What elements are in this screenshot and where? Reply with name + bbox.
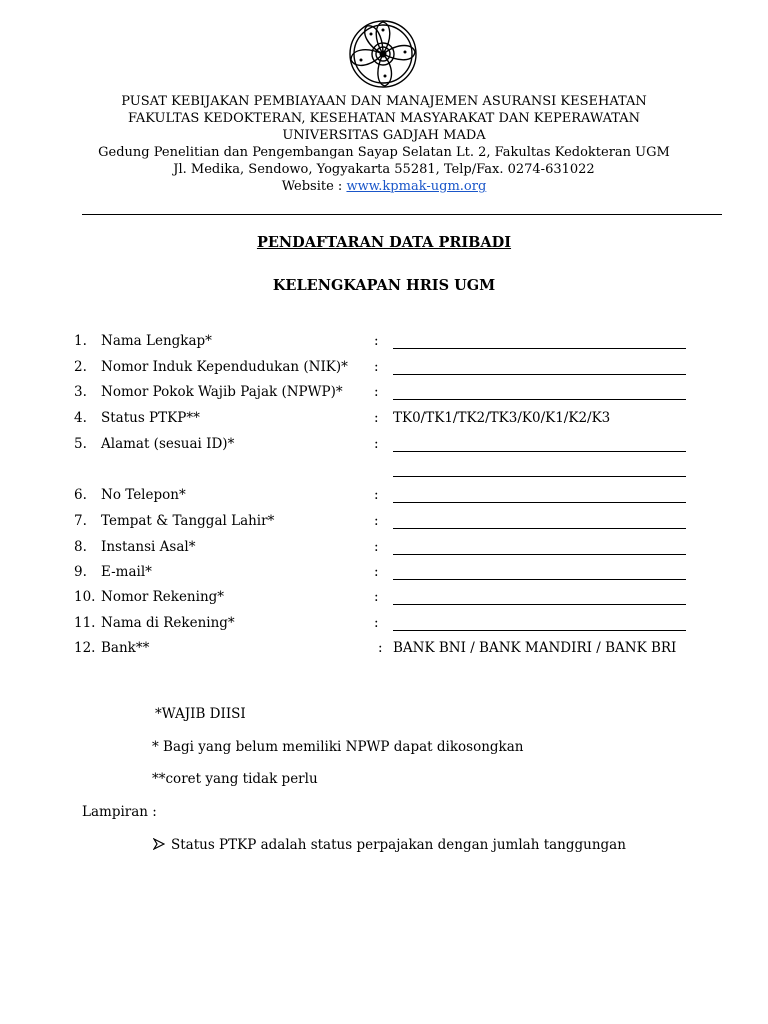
note-npwp: * Bagi yang belum memiliki NPWP dapat dikosongkan: [152, 739, 524, 755]
page-subtitle: KELENGKAPAN HRIS UGM: [272, 277, 496, 294]
field-row-nik: [0, 359, 768, 379]
field-number: 6.: [74, 487, 87, 503]
field-colon: :: [374, 564, 379, 580]
header-line-4: Gedung Penelitian dan Pengembangan Sayap Selatan Lt. 2, Fakultas Kedokteran UGM: [98, 145, 670, 160]
field-label: Alamat (sesuai ID)*: [101, 436, 235, 452]
header-line-1: PUSAT KEBIJAKAN PEMBIAYAAN DAN MANAJEMEN ASURANSI KESEHATAN: [121, 94, 647, 109]
ttl-blank-line[interactable]: [393, 528, 686, 529]
letterhead: [60, 93, 708, 195]
field-row-telepon: [0, 487, 768, 507]
lampiran-item: [153, 837, 626, 853]
alamat-blank-line-2[interactable]: [393, 476, 686, 477]
field-row-nama: [0, 333, 768, 353]
field-colon: :: [374, 359, 379, 375]
field-label: Instansi Asal*: [101, 539, 196, 555]
field-colon: :: [374, 487, 379, 503]
field-colon: :: [374, 513, 379, 529]
telepon-blank-line[interactable]: [393, 502, 686, 503]
npwp-blank-line[interactable]: [393, 399, 686, 400]
arrow-bullet-icon: [153, 838, 165, 850]
field-label: Bank**: [101, 640, 150, 656]
field-label: E-mail*: [101, 564, 152, 580]
field-number: 10.: [74, 589, 96, 605]
field-colon: :: [374, 589, 379, 605]
email-blank-line[interactable]: [393, 579, 686, 580]
field-label: Nomor Induk Kependudukan (NIK)*: [101, 359, 348, 375]
field-colon: :: [374, 333, 379, 349]
field-colon: :: [374, 410, 379, 426]
website-link[interactable]: www.kpmak-ugm.org: [346, 179, 487, 194]
field-number: 12.: [74, 640, 96, 656]
ptkp-options: TK0/TK1/TK2/TK3/K0/K1/K2/K3: [393, 410, 611, 426]
field-number: 1.: [74, 333, 87, 349]
note-coret: **coret yang tidak perlu: [152, 771, 318, 787]
field-colon: :: [374, 384, 379, 400]
field-colon: :: [378, 640, 383, 656]
field-number: 11.: [74, 615, 96, 631]
field-label: No Telepon*: [101, 487, 186, 503]
ugm-seal-logo: [343, 18, 423, 90]
field-colon: :: [374, 539, 379, 555]
alamat-blank-line-1[interactable]: [393, 451, 686, 452]
field-row-ttl: [0, 513, 768, 533]
header-line-5: Jl. Medika, Sendowo, Yogyakarta 55281, Telp/Fax. 0274-631022: [173, 162, 595, 177]
header-line-3: UNIVERSITAS GADJAH MADA: [282, 128, 486, 143]
field-number: 9.: [74, 564, 87, 580]
field-row-instansi: [0, 539, 768, 559]
lampiran-item-text: Status PTKP adalah status perpajakan dengan jumlah tanggungan: [171, 837, 626, 853]
field-label: Nomor Pokok Wajib Pajak (NPWP)*: [101, 384, 343, 400]
field-number: 8.: [74, 539, 87, 555]
nama-blank-line[interactable]: [393, 348, 686, 349]
website-label: Website :: [281, 179, 347, 194]
field-colon: :: [374, 436, 379, 452]
field-label: Nomor Rekening*: [101, 589, 225, 605]
field-row-rekening: [0, 589, 768, 609]
field-label: Nama Lengkap*: [101, 333, 212, 349]
header-divider: [82, 214, 722, 215]
field-number: 4.: [74, 410, 87, 426]
field-row-ptkp: [0, 410, 768, 430]
website-line: [60, 178, 708, 195]
instansi-blank-line[interactable]: [393, 554, 686, 555]
field-label: Nama di Rekening*: [101, 615, 235, 631]
nik-blank-line[interactable]: [393, 374, 686, 375]
field-label: Status PTKP**: [101, 410, 200, 426]
rekening-blank-line[interactable]: [393, 604, 686, 605]
field-row-email: [0, 564, 768, 584]
note-wajib-diisi: *WAJIB DIISI: [155, 706, 246, 722]
field-label: Tempat & Tanggal Lahir*: [101, 513, 275, 529]
field-row-bank: [0, 640, 768, 660]
field-number: 7.: [74, 513, 87, 529]
header-line-2: FAKULTAS KEDOKTERAN, KESEHATAN MASYARAKAT DAN KEPERAWATAN: [128, 111, 640, 126]
nama-rekening-blank-line[interactable]: [393, 630, 686, 631]
field-row-alamat: [0, 436, 768, 456]
field-number: 5.: [74, 436, 87, 452]
field-number: 2.: [74, 359, 87, 375]
field-row-nama-rekening: [0, 615, 768, 635]
lampiran-label: Lampiran :: [82, 804, 157, 820]
bank-options: BANK BNI / BANK MANDIRI / BANK BRI: [393, 640, 677, 656]
page-title: PENDAFTARAN DATA PRIBADI: [256, 234, 512, 251]
field-number: 3.: [74, 384, 87, 400]
field-colon: :: [374, 615, 379, 631]
field-row-npwp: [0, 384, 768, 404]
